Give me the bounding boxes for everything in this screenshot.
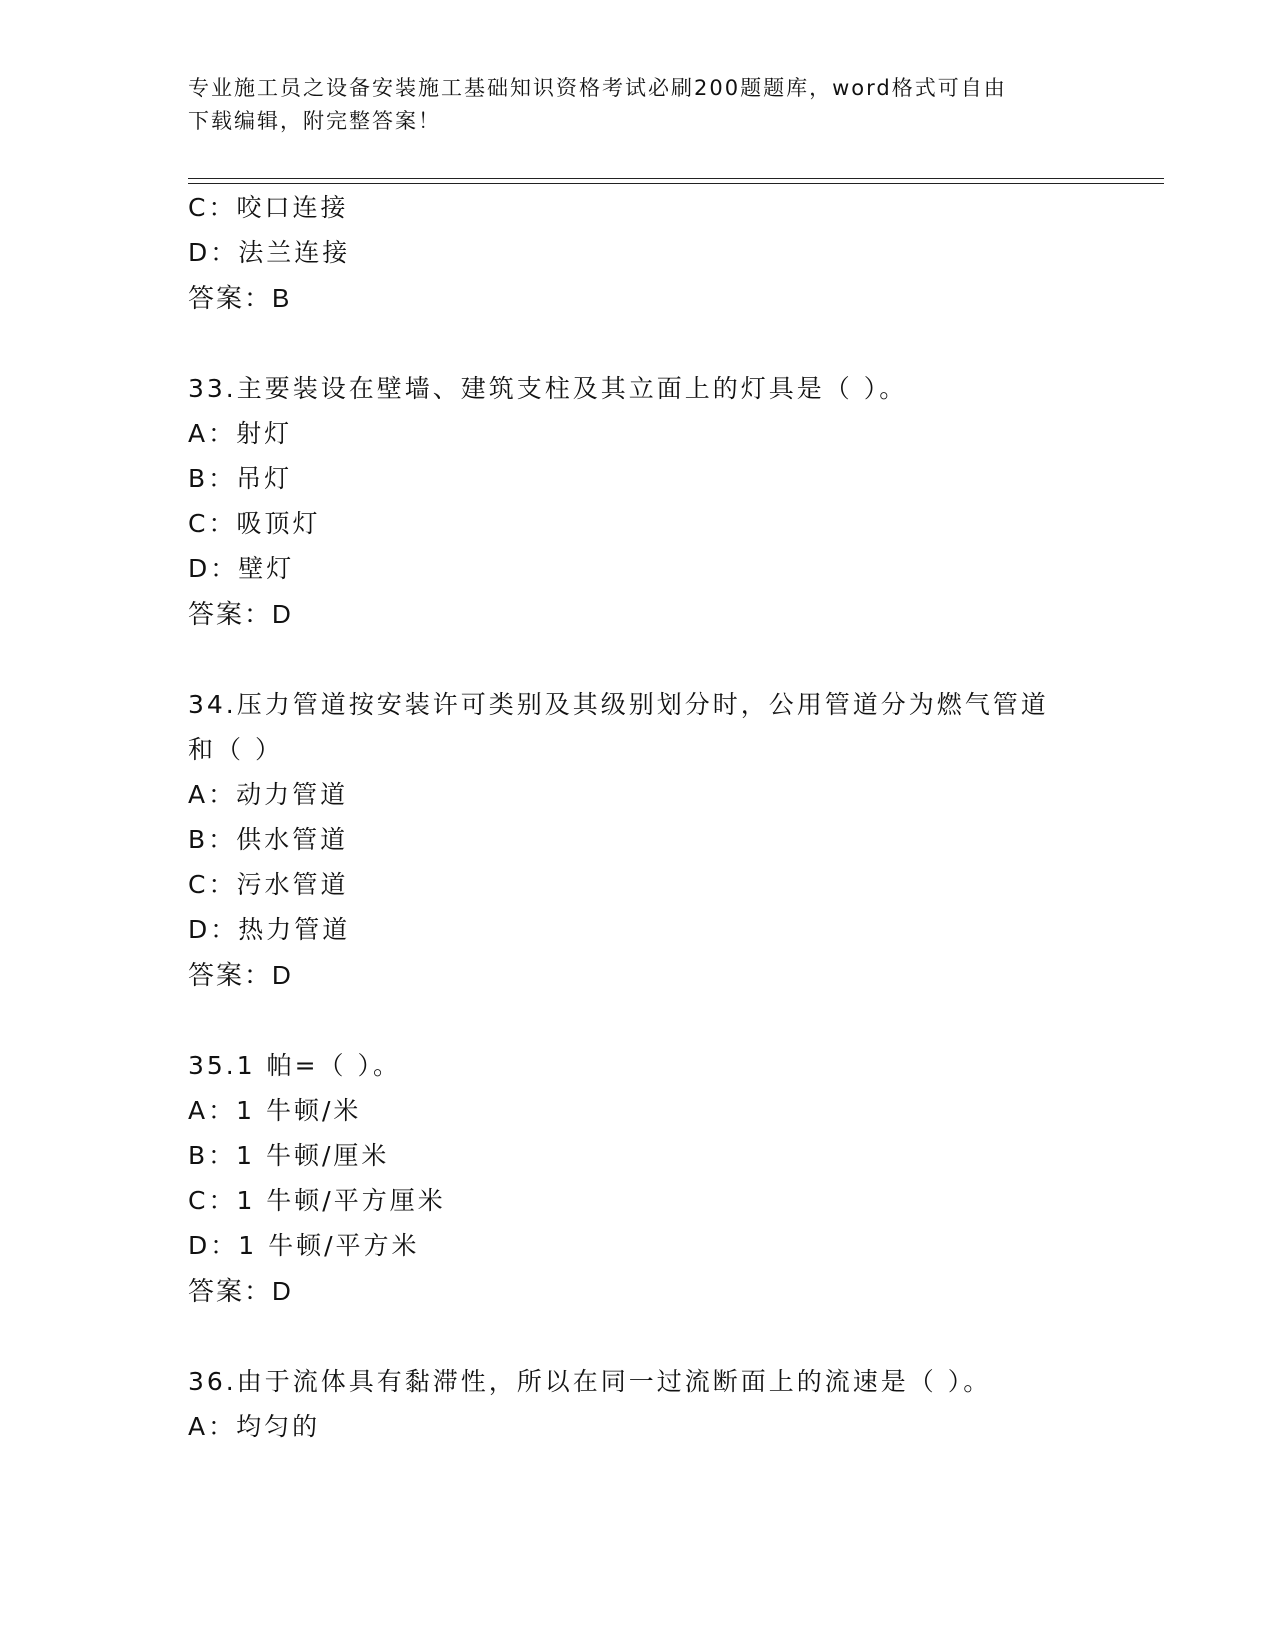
q33-option-b: B：吊灯 <box>188 464 293 493</box>
q32-option-d: D：法兰连接 <box>188 238 351 267</box>
q33-option-a: A：射灯 <box>188 419 293 448</box>
q33-option-d: D：壁灯 <box>188 554 295 583</box>
header-title-line-1: 专业施工员之设备安装施工基础知识资格考试必刷200题题库，word格式可自由 <box>188 76 1007 100</box>
q34-option-c: C：污水管道 <box>188 870 349 899</box>
q36-stem: 36.由于流体具有黏滞性，所以在同一过流断面上的流速是（ ）。 <box>188 1367 992 1396</box>
q34-option-b: B：供水管道 <box>188 825 349 854</box>
q35-answer: 答案：D <box>188 1276 293 1306</box>
q33-stem: 33.主要装设在壁墙、建筑支柱及其立面上的灯具是（ ）。 <box>188 374 908 403</box>
q36-option-a: A：均匀的 <box>188 1412 321 1441</box>
header-divider-bottom <box>188 183 1164 184</box>
q35-option-a: A：1 牛顿/米 <box>188 1096 362 1125</box>
q32-option-c: C：咬口连接 <box>188 193 349 222</box>
q32-answer: 答案：B <box>188 283 292 313</box>
q34-answer: 答案：D <box>188 960 293 990</box>
q34-option-a: A：动力管道 <box>188 780 349 809</box>
q33-answer: 答案：D <box>188 599 293 629</box>
q35-option-c: C：1 牛顿/平方厘米 <box>188 1186 446 1215</box>
header-divider-top <box>188 178 1164 179</box>
q35-stem: 35.1 帕=（ ）。 <box>188 1051 402 1080</box>
q35-option-d: D：1 牛顿/平方米 <box>188 1231 420 1260</box>
q34-stem-line-2: 和（ ） <box>188 735 283 764</box>
q35-option-b: B：1 牛顿/厘米 <box>188 1141 390 1170</box>
q33-option-c: C：吸顶灯 <box>188 509 321 538</box>
q34-stem-line-1: 34.压力管道按安装许可类别及其级别划分时，公用管道分为燃气管道 <box>188 690 1049 719</box>
header-title-line-2: 下载编辑，附完整答案！ <box>188 109 441 133</box>
document-header <box>188 72 1088 138</box>
q34-option-d: D：热力管道 <box>188 915 351 944</box>
